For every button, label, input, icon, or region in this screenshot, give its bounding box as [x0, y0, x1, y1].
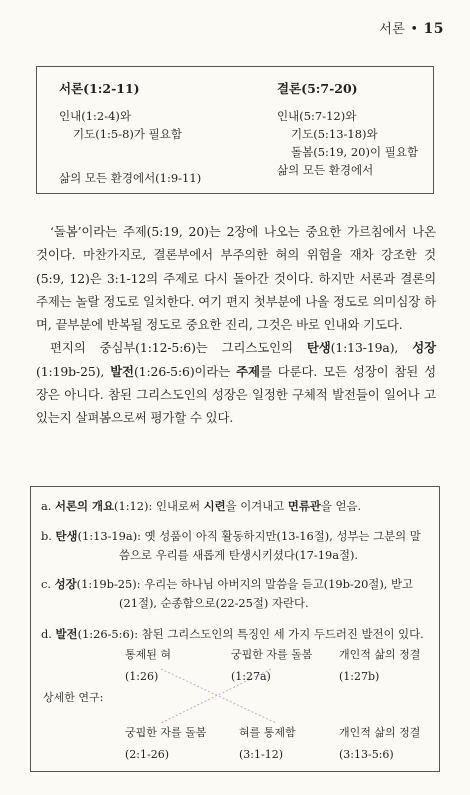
text-line: 하며, 끝부분에 반복될 정도로 중요한 진리, 그것은 바로 인내와 기도다. — [36, 293, 436, 333]
outline-item-b — [41, 527, 437, 565]
keyword-growth: 성장 — [412, 340, 436, 356]
item-ref: (1:19b-25): — [76, 577, 145, 591]
outline-item-a — [41, 497, 437, 516]
item-prefix: b. — [41, 529, 56, 543]
development-ref: (3:13-5:6) — [339, 748, 394, 761]
development-label: 궁핍한 자를 돌봄 — [125, 726, 207, 739]
text-line: 것이다. 마찬가지로, 결론부에서 부주의한 혀의 위험을 재차 강조한 것 — [36, 247, 436, 263]
development-ref: (1:26) — [125, 670, 159, 683]
text-run: (1:26-5:6)이라는 — [133, 363, 237, 379]
text-line: 장은 아니다. 참된 그리스도인의 성장은 일정한 구체적 발전들이 일어나 — [36, 387, 420, 403]
development-label: 개인적 삶의 정결 — [339, 726, 421, 739]
item-title: 서론의 개요 — [55, 499, 115, 513]
item-prefix: d. — [41, 627, 56, 641]
item-prefix: c. — [41, 577, 55, 591]
text-run: 을 얻음. — [320, 499, 362, 513]
text-run: 인내로써 — [155, 499, 204, 513]
introduction-line: 삶의 모든 환경에서(1:9-11) — [59, 171, 202, 185]
keyword-crown: 면류관 — [287, 499, 321, 513]
keyword-trial: 시련 — [203, 499, 226, 513]
item-prefix: a. — [41, 499, 56, 513]
development-ref: (2:1-26) — [125, 748, 169, 761]
development-label: 개인적 삶의 정결 — [339, 648, 421, 661]
development-bottom-1 — [125, 725, 206, 763]
development-top-2 — [231, 647, 312, 685]
introduction-heading: 서론(1:2-11) — [59, 81, 140, 96]
item-ref: (1:12): — [114, 499, 156, 513]
introduction-column — [59, 79, 244, 187]
text-line: 참된 그리스도인의 특징인 세 가지 두드러진 발전이 있다. — [141, 627, 424, 641]
introduction-line: 기도(1:5-8)가 필요함 — [73, 127, 182, 141]
development-top-3 — [339, 647, 420, 685]
detailed-study-label: 상세한 연구: — [43, 691, 104, 704]
body-text — [36, 220, 436, 430]
item-title: 성장 — [54, 577, 77, 591]
conclusion-heading: 결론(5:7-20) — [277, 81, 358, 96]
conclusion-line: 돌봄(5:19, 20)이 필요함 — [291, 145, 419, 159]
development-bottom-3 — [339, 725, 420, 763]
text-line: 고 있는지 살펴봄으로써 평가할 수 있다. — [36, 387, 436, 426]
development-top-1 — [125, 647, 171, 685]
paragraph-2 — [36, 336, 436, 429]
text-run: 을 이겨내고 — [225, 499, 288, 513]
development-bottom-2 — [239, 725, 296, 763]
item-ref: (1:13-19a): — [77, 529, 145, 543]
text-run: 를 다룬다. 모든 성장이 참된 성 — [259, 363, 436, 379]
outline-item-c — [41, 575, 437, 613]
section-title: 서론 — [379, 22, 406, 37]
item-ref: (1:26-5:6): — [77, 627, 142, 641]
text-run: 편지의 중심부(1:12-5:6)는 그리스도인의 — [50, 340, 307, 356]
conclusion-line: 인내(5:7-12)와 — [277, 109, 357, 123]
text-line: 주제는 놀랄 정도로 일치한다. 여기 편지 첫부분에 나올 정도로 의미심장 — [36, 293, 421, 309]
conclusion-line: 기도(5:13-18)와 — [291, 127, 378, 141]
item-title: 탄생 — [55, 529, 78, 543]
introduction-line: 인내(1:2-4)와 — [59, 109, 132, 123]
text-line: 옛 성품이 아직 활동하지만(13-16절), 성부는 그분의 말 — [144, 529, 421, 543]
running-head — [379, 18, 444, 37]
text-line: 씀으로 우리를 새롭게 탄생시키셨다(17-19a절). — [119, 548, 359, 562]
keyword-development: 발전 — [110, 363, 134, 379]
item-title: 발전 — [55, 627, 78, 641]
text-line: ‘돌봄’이라는 주제(5:19, 20)는 2장에 나오는 중요한 가르침에서 나온 — [50, 224, 436, 239]
summary-box — [36, 66, 434, 194]
text-line: (21절), 순종함으로(22-25절) 자란다. — [119, 596, 309, 610]
keyword-birth: 탄생 — [306, 340, 331, 356]
development-ref: (3:1-12) — [239, 748, 283, 761]
text-run: (1:13-19a), — [330, 340, 413, 356]
text-line: (5:9, 12)은 3:1-12의 주제로 다시 돌아간 것이다. 하지만 서론과 결론의 — [36, 270, 436, 286]
conclusion-column — [277, 79, 427, 179]
development-ref: (1:27a) — [231, 670, 271, 683]
outline-box — [30, 486, 440, 772]
development-ref: (1:27b) — [339, 670, 380, 683]
keyword-theme: 주제 — [236, 363, 260, 379]
page-number: 15 — [423, 21, 444, 37]
paragraph-1 — [36, 220, 436, 336]
outline-item-d — [41, 625, 437, 644]
text-line: 우리는 하나님 아버지의 말씀을 듣고(19b-20절), 받고 — [144, 577, 414, 591]
development-label: 궁핍한 자를 돌봄 — [231, 648, 313, 661]
text-run: (1:19b-25), — [36, 363, 111, 379]
development-label: 통제된 혀 — [125, 648, 172, 661]
separator: • — [410, 22, 419, 37]
conclusion-line: 삶의 모든 환경에서 — [277, 163, 374, 177]
development-label: 혀를 통제함 — [239, 726, 296, 739]
